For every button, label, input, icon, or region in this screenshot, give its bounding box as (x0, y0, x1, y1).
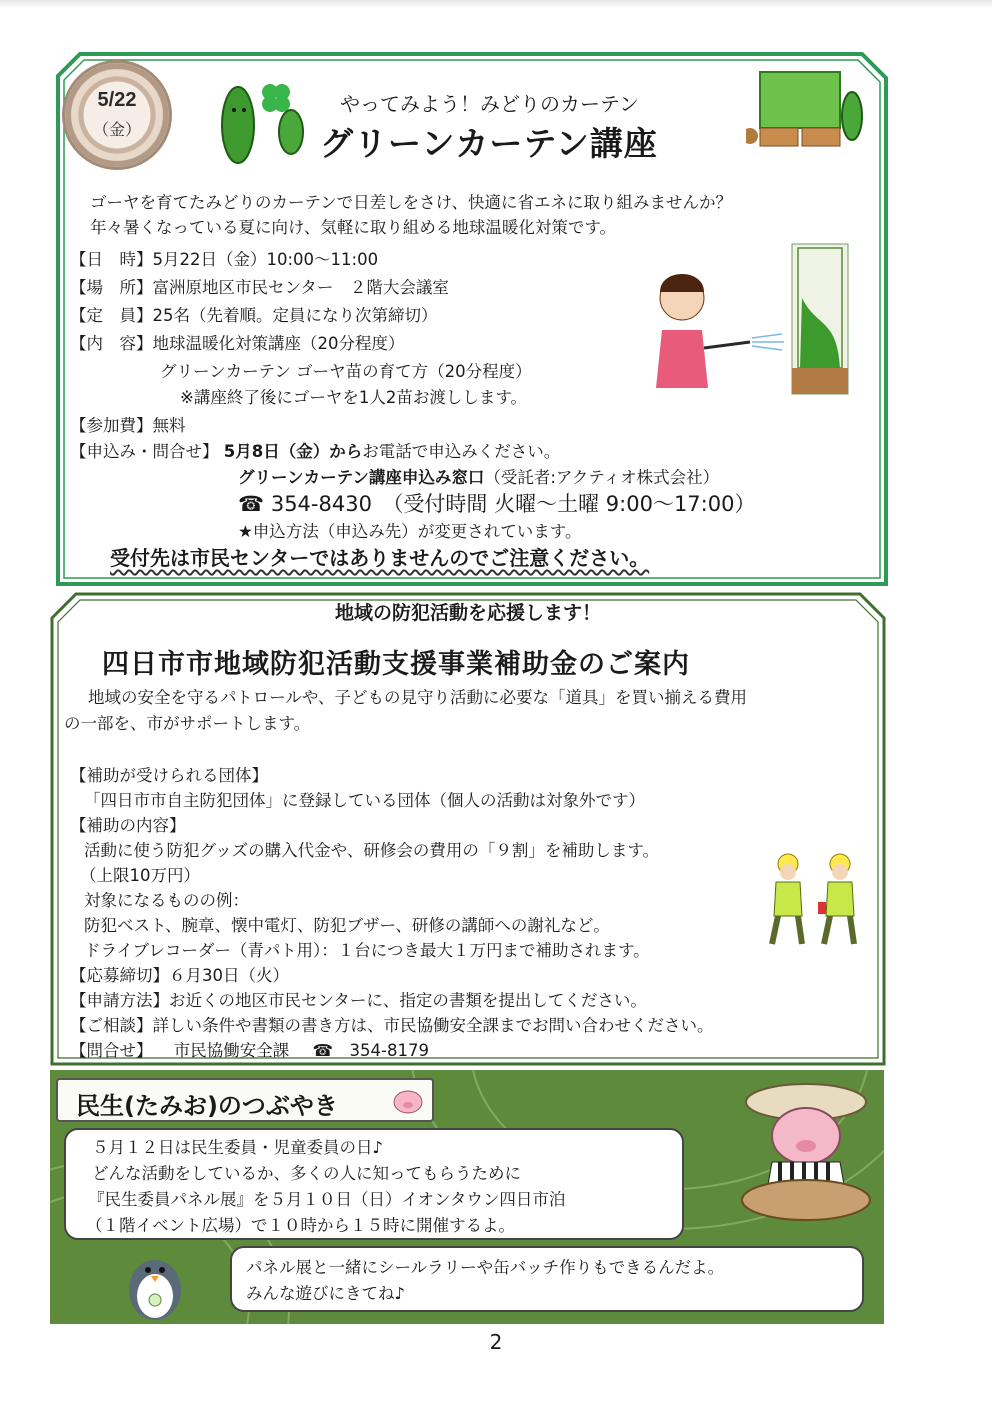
apply-text: お電話で申込みください。 (362, 442, 561, 461)
penguin-mascot-illustration (120, 1242, 190, 1324)
content-header: 【補助の内容】 (70, 816, 186, 835)
inquiry-label: 【問合せ】 (70, 1041, 153, 1060)
inquiry-dept: 市民協働安全課 (173, 1041, 290, 1060)
top-edge (0, 0, 992, 8)
bubble2-line-1: パネル展と一緒にシールラリーや缶バッチ作りもできるんだよ。 (246, 1258, 725, 1277)
section-title: 四日市市地域防犯活動支援事業補助金のご案内 (102, 649, 690, 680)
window-name: グリーンカーテン講座申込み窓口 (238, 468, 485, 487)
bubble1-line-2: どんな活動をしているか、多くの人に知ってもらうために (92, 1164, 521, 1183)
apply-label: 【申込み・問合せ】 (70, 442, 219, 461)
phone-line: ☎ 354-8430 （受付時間 火曜～土曜 9:00～17:00） (238, 492, 756, 516)
example-line-1: 防犯ベスト、腕章、懐中電灯、防犯ブザー、研修の講師への謝礼など。 (84, 916, 610, 935)
apply-row (70, 438, 560, 462)
pig-mascot-illustration (740, 1076, 876, 1226)
row-label: 【場 所】 (70, 278, 153, 297)
row-label: 【定 員】 (70, 306, 153, 325)
row-label: 【日 時】 (70, 250, 153, 269)
inquiry-row (70, 1037, 429, 1061)
bubble1-line-3: 『民生委員パネル展』を５月１０日（日）イオンタウン四日市泊 (88, 1190, 566, 1209)
groups-text: 「四日市市自主防犯団体」に登録している団体（個人の活動は対象外です） (84, 791, 645, 810)
intro-line-1: ゴーヤを育てたみどりのカーテンで日差しをさけ、快適に省エネに取り組みませんか？ (90, 193, 733, 212)
section-subtitle: 地域の防犯活動を応援します！ (334, 602, 601, 624)
detail-row-place (70, 274, 449, 298)
application-method: 【申請方法】お近くの地区市民センターに、指定の書類を提出してください。 (70, 991, 647, 1010)
intro-line-2: 年々暑くなっている夏に向け、気軽に取り組める地球温暖化対策です。 (90, 218, 617, 237)
consultation: 【ご相談】詳しい条件や書類の書き方は、市民協働安全課までお問い合わせください。 (70, 1016, 714, 1035)
detail-row-capacity (70, 302, 438, 326)
bubble2-line-2: みんな遊びにきてね♪ (246, 1284, 406, 1303)
woman-watering-illustration (642, 238, 862, 404)
content-line-2: グリーンカーテン ゴーヤ苗の育て方（20分程度） (160, 362, 532, 381)
date-badge (62, 60, 172, 170)
example-line-2: ドライブレコーダー（青パト用）：１台につき最大１万円まで補助されます。 (84, 941, 650, 960)
row-label: 【内 容】 (70, 334, 153, 353)
pig-face-icon (388, 1084, 428, 1118)
section-title-scroll (56, 1078, 434, 1122)
fee-row (70, 412, 186, 436)
row-value: 地球温暖化対策講座（20分程度） (152, 334, 405, 353)
section-title: 民生(たみお)のつぶやき (76, 1092, 338, 1120)
detail-row-date (70, 246, 378, 270)
page-number: 2 (489, 1330, 503, 1354)
window-company: （受託者:アクティオ株式会社） (484, 468, 720, 487)
content-line-2: （上限10万円） (80, 866, 200, 885)
badge-date: 5/22 (97, 89, 137, 111)
section-subtitle: やってみよう！みどりのカーテン (340, 92, 639, 116)
fee-value: 無料 (152, 416, 186, 435)
green-curtain-section (56, 52, 888, 586)
curtain-planters-illustration (746, 66, 866, 152)
row-value: 富洲原地区市民センター ２階大会議室 (152, 278, 449, 297)
content-note: ※講座終了後にゴーヤを1人2苗お渡しします。 (180, 388, 528, 407)
application-window (238, 464, 719, 488)
groups-header: 【補助が受けられる団体】 (70, 766, 268, 785)
clover-icon (256, 78, 296, 118)
intro-line-1: 地域の安全を守るパトロールや、子どもの見守り活動に必要な「道具」を買い揃える費用 (88, 688, 748, 707)
crime-prevention-section (50, 592, 886, 1066)
badge-weekday: （金） (92, 120, 141, 139)
row-value: 5月22日（金）10:00～11:00 (152, 250, 379, 269)
fee-label: 【参加費】 (70, 416, 153, 435)
bubble1-line-1: ５月１２日は民生委員・児童委員の日♪ (92, 1138, 384, 1157)
apply-date: 5月8日（金）から (223, 442, 363, 461)
section-title: グリーンカーテン講座 (320, 124, 658, 163)
intro-line-2: の一部を、市がサポートします。 (64, 714, 311, 733)
inquiry-phone: ☎ 354-8179 (312, 1041, 429, 1060)
detail-row-content (70, 330, 405, 354)
warning-text: 受付先は市民センターではありませんのでご注意ください。 (110, 546, 650, 570)
bubble1-line-4: （１階イベント広場）で１０時から１５時に開催するよ。 (86, 1216, 515, 1235)
method-note: ★申込方法（申込み先）が変更されています。 (238, 522, 582, 541)
row-value: 25名（先着順。定員になり次第締切） (152, 306, 438, 325)
example-header: 対象になるものの例： (84, 891, 249, 910)
deadline: 【応募締切】６月30日（火） (70, 966, 289, 985)
patrol-volunteers-illustration (762, 850, 866, 948)
content-line-1: 活動に使う防犯グッズの購入代金や、研修会の費用の「９割」を補助します。 (84, 841, 660, 860)
tamio-section (50, 1070, 884, 1324)
